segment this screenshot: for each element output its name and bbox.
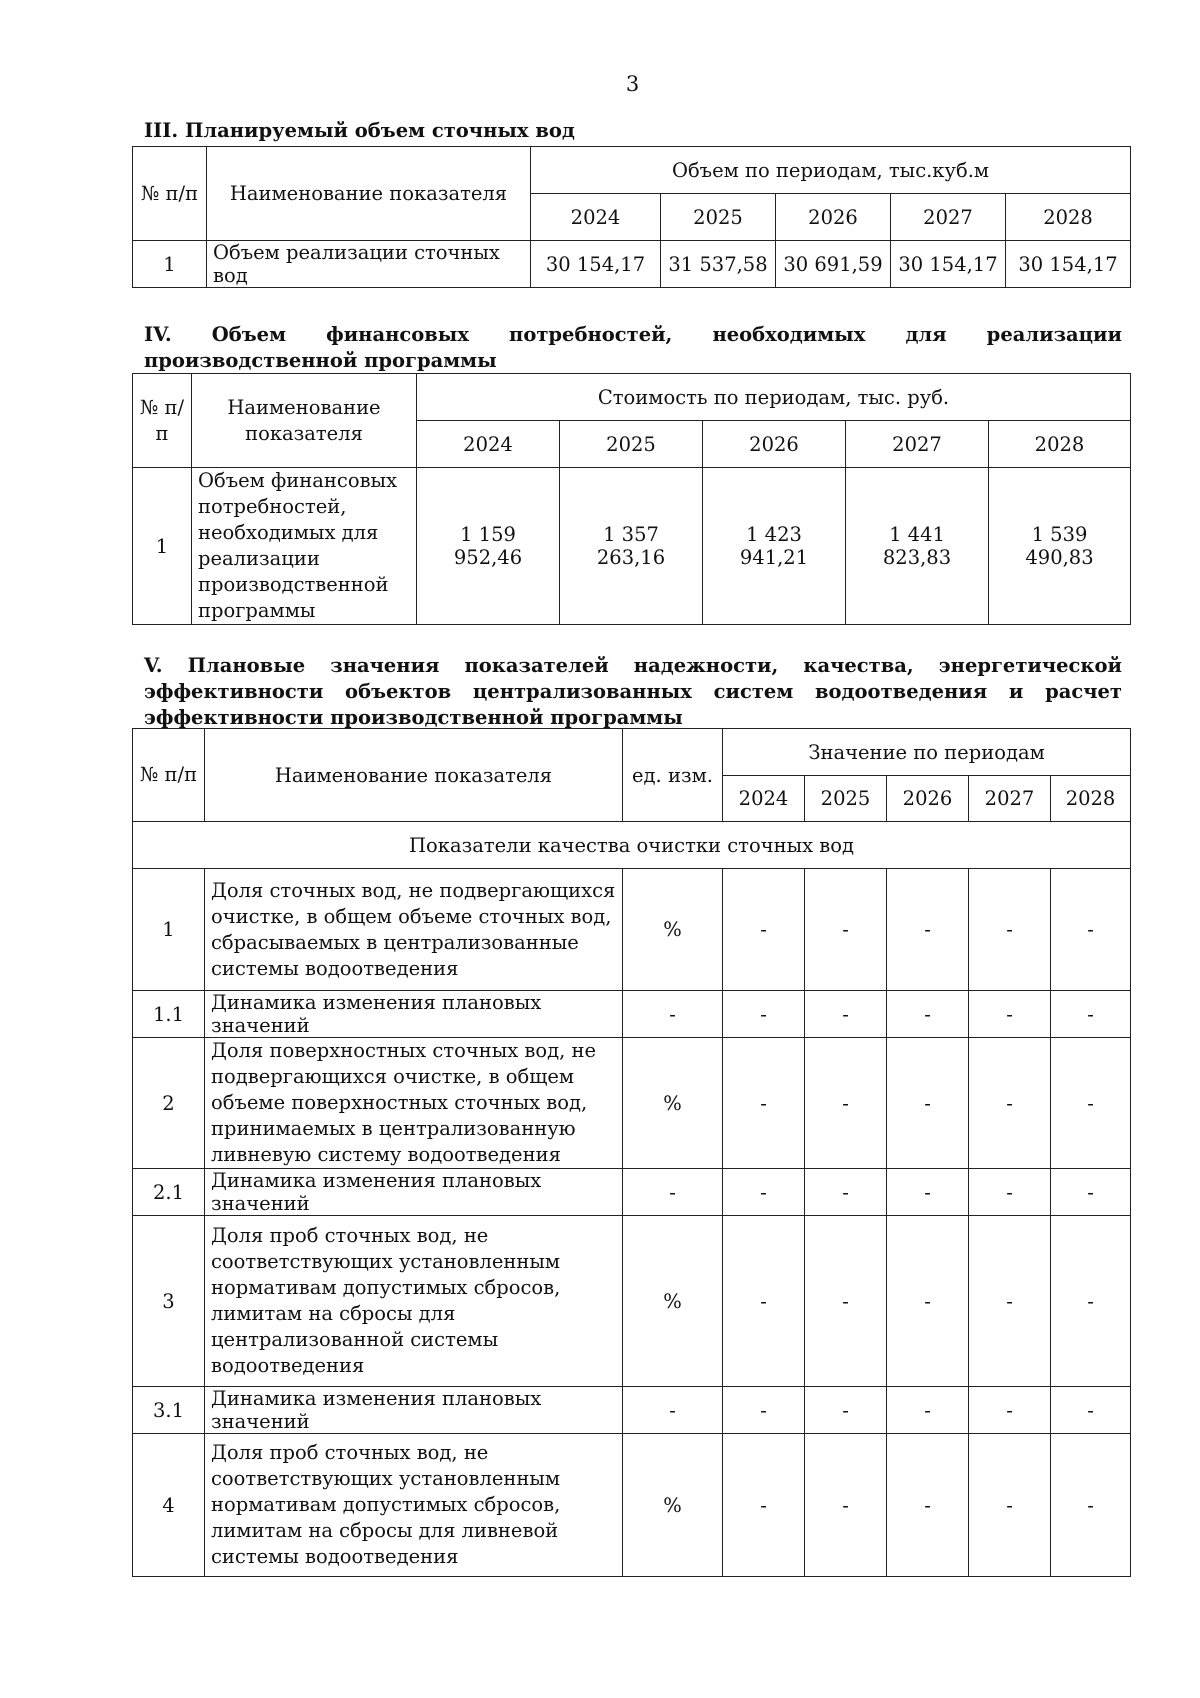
row-unit: % <box>623 869 723 991</box>
year-header: 2027 <box>846 421 989 468</box>
column-header-number: № п/п <box>133 374 192 468</box>
wastewater-volume-table <box>132 146 1131 288</box>
year-header: 2027 <box>969 776 1051 822</box>
column-header-number: № п/п <box>133 147 207 241</box>
row-value: - <box>969 1169 1051 1216</box>
table-row <box>133 991 1131 1038</box>
row-number: 2.1 <box>133 1169 205 1216</box>
row-value: - <box>723 991 805 1038</box>
row-name: Динамика изменения плановых значений <box>205 1387 623 1434</box>
table-row <box>133 468 1131 625</box>
row-value: - <box>1051 1434 1131 1577</box>
row-value: - <box>805 1169 887 1216</box>
row-name: Динамика изменения плановых значений <box>205 1169 623 1216</box>
row-value: - <box>969 1216 1051 1387</box>
row-number: 1.1 <box>133 991 205 1038</box>
row-value: - <box>805 1387 887 1434</box>
column-header-unit: ед. изм. <box>623 729 723 822</box>
row-value: - <box>969 1387 1051 1434</box>
year-header: 2025 <box>560 421 703 468</box>
row-number: 3.1 <box>133 1387 205 1434</box>
row-number: 3 <box>133 1216 205 1387</box>
row-value: - <box>969 869 1051 991</box>
row-number: 1 <box>133 869 205 991</box>
row-value: - <box>1051 1038 1131 1169</box>
year-header: 2026 <box>776 194 891 241</box>
row-number: 2 <box>133 1038 205 1169</box>
row-value: - <box>805 1434 887 1577</box>
row-unit: - <box>623 1387 723 1434</box>
table-row <box>133 1216 1131 1387</box>
row-unit: % <box>623 1434 723 1577</box>
column-header-period-group: Значение по периодам <box>723 729 1131 776</box>
year-header: 2028 <box>989 421 1131 468</box>
year-header: 2026 <box>887 776 969 822</box>
section-5-heading: V. Плановые значения показателей надежности, качества, энергетической эффективности объектов централизованных систем водоотведения и расчет эффективности производственной программы <box>144 654 1122 729</box>
row-value: - <box>805 991 887 1038</box>
column-header-name: Наименование показателя <box>205 729 623 822</box>
row-unit: - <box>623 1169 723 1216</box>
row-value: - <box>1051 1169 1131 1216</box>
row-value: - <box>887 1387 969 1434</box>
year-header: 2024 <box>531 194 661 241</box>
row-value: - <box>723 1169 805 1216</box>
row-value: - <box>1051 1216 1131 1387</box>
subheader-quality-indicators: Показатели качества очистки сточных вод <box>133 822 1131 869</box>
row-value: - <box>887 1434 969 1577</box>
row-value: - <box>887 1216 969 1387</box>
row-name: Объем реализации сточных вод <box>207 241 531 288</box>
row-value: - <box>723 1434 805 1577</box>
section-3-heading: III. Планируемый объем сточных вод <box>144 119 575 142</box>
table-row <box>133 869 1131 991</box>
row-name: Доля сточных вод, не подвергающихся очистке, в общем объеме сточных вод, сбрасываемых в централизованные системы водоотведения <box>205 869 623 991</box>
row-value: - <box>723 1216 805 1387</box>
year-header: 2026 <box>703 421 846 468</box>
year-header: 2024 <box>723 776 805 822</box>
row-value: - <box>887 869 969 991</box>
row-value: 30 691,59 <box>776 241 891 288</box>
table-row <box>133 1387 1131 1434</box>
row-value: 31 537,58 <box>661 241 776 288</box>
table-row <box>133 1038 1131 1169</box>
column-header-period-group: Объем по периодам, тыс.куб.м <box>531 147 1131 194</box>
row-name: Объем финансовых потребностей, необходимых для реализации производственной программы <box>192 468 417 625</box>
quality-indicators-table <box>132 728 1131 1577</box>
row-value: - <box>969 1038 1051 1169</box>
row-value: 30 154,17 <box>1006 241 1131 288</box>
row-name: Динамика изменения плановых значений <box>205 991 623 1038</box>
year-header: 2028 <box>1051 776 1131 822</box>
row-value: - <box>723 1038 805 1169</box>
row-value: 1 539 490,83 <box>989 468 1131 625</box>
row-value: 1 423 941,21 <box>703 468 846 625</box>
row-value: 1 441 823,83 <box>846 468 989 625</box>
row-value: - <box>1051 869 1131 991</box>
row-unit: - <box>623 991 723 1038</box>
table-row <box>133 1434 1131 1577</box>
row-value: - <box>887 1038 969 1169</box>
row-number: 4 <box>133 1434 205 1577</box>
table-row <box>133 241 1131 288</box>
year-header: 2027 <box>891 194 1006 241</box>
column-header-number: № п/п <box>133 729 205 822</box>
row-value: - <box>723 869 805 991</box>
row-number: 1 <box>133 468 192 625</box>
row-name: Доля проб сточных вод, не соответствующих установленным нормативам допустимых сбросов, лимитам на сбросы для централизованной системы водоотведения <box>205 1216 623 1387</box>
row-value: 30 154,17 <box>531 241 661 288</box>
row-value: - <box>1051 991 1131 1038</box>
row-unit: % <box>623 1216 723 1387</box>
row-value: 30 154,17 <box>891 241 1006 288</box>
row-name: Доля проб сточных вод, не соответствующих установленным нормативам допустимых сбросов, лимитам на сбросы для ливневой системы водоотведения <box>205 1434 623 1577</box>
year-header: 2028 <box>1006 194 1131 241</box>
year-header: 2024 <box>417 421 560 468</box>
row-value: - <box>723 1387 805 1434</box>
row-value: - <box>1051 1387 1131 1434</box>
table-row <box>133 1169 1131 1216</box>
row-value: - <box>969 1434 1051 1577</box>
year-header: 2025 <box>661 194 776 241</box>
row-value: - <box>805 1216 887 1387</box>
row-value: 1 357 263,16 <box>560 468 703 625</box>
row-name: Доля поверхностных сточных вод, не подвергающихся очистке, в общем объеме поверхностных сточных вод, принимаемых в централизованную ливневую систему водоотведения <box>205 1038 623 1169</box>
row-value: - <box>887 1169 969 1216</box>
financial-needs-table <box>132 373 1131 625</box>
row-number: 1 <box>133 241 207 288</box>
page-number: 3 <box>625 72 640 96</box>
row-value: - <box>805 1038 887 1169</box>
column-header-name: Наименование показателя <box>192 374 417 468</box>
row-value: 1 159 952,46 <box>417 468 560 625</box>
row-unit: % <box>623 1038 723 1169</box>
row-value: - <box>969 991 1051 1038</box>
column-header-name: Наименование показателя <box>207 147 531 241</box>
column-header-period-group: Стоимость по периодам, тыс. руб. <box>417 374 1131 421</box>
row-value: - <box>805 869 887 991</box>
year-header: 2025 <box>805 776 887 822</box>
row-value: - <box>887 991 969 1038</box>
section-4-heading: IV. Объем финансовых потребностей, необходимых для реализации производственной программы <box>144 323 1122 372</box>
